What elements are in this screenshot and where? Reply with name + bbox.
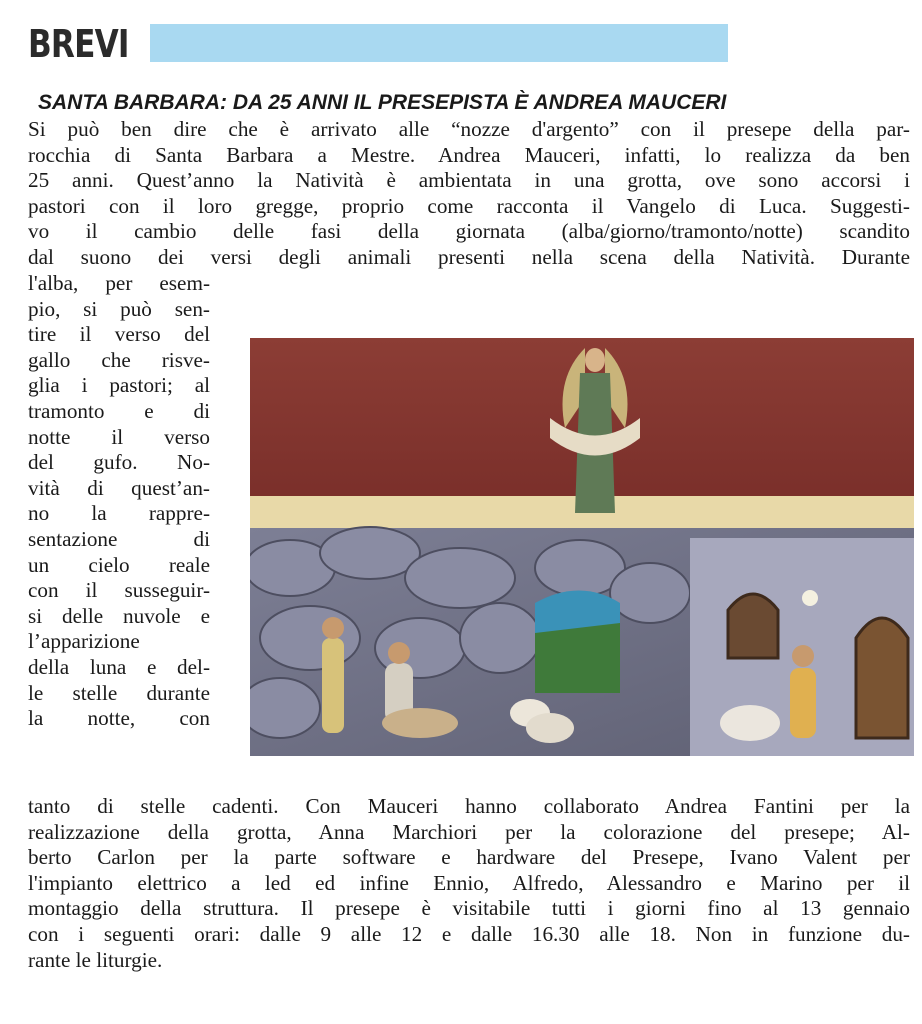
text-line: tire il verso del — [28, 322, 210, 347]
text-line: tramonto e di — [28, 398, 210, 423]
text-line: pastori con il loro gregge, proprio come racconta il Vangelo di Luca. Suggesti- — [28, 193, 910, 218]
text-line: la notte, con — [28, 706, 210, 731]
text-line: del gufo. No- — [28, 450, 210, 475]
section-header — [28, 20, 728, 68]
nativity-photo — [250, 338, 914, 756]
text-line: glia i pastori; al — [28, 373, 210, 398]
text-line: si delle nuvole e — [28, 603, 210, 628]
text-line: vo il cambio delle fasi della giornata (alba/giorno/tramonto/notte) scandito — [28, 219, 910, 244]
article-closing-paragraph — [28, 794, 910, 973]
text-line: gallo che risve- — [28, 347, 210, 372]
text-line: tanto di stelle cadenti. Con Mauceri hanno collaborato Andrea Fantini per la — [28, 794, 910, 818]
text-line: le stelle durante — [28, 680, 210, 705]
text-line: l'impianto elettrico a led ed infine Ennio, Alfredo, Alessandro e Marino per il — [28, 870, 910, 895]
text-line: rocchia di Santa Barbara a Mestre. Andrea Mauceri, infatti, lo realizza da ben — [28, 142, 910, 167]
section-label: BREVI — [28, 22, 129, 66]
text-line: Si può ben dire che è arrivato alle “nozze d'argento” con il presepe della par- — [28, 117, 910, 141]
text-line: dal suono dei versi degli animali presenti nella scena della Natività. Durante — [28, 244, 910, 269]
text-line: della luna e del- — [28, 654, 210, 679]
text-line: 25 anni. Quest’anno la Natività è ambientata in una grotta, ove sono accorsi i — [28, 168, 910, 193]
article-intro-paragraph — [28, 117, 910, 271]
text-line: pio, si può sen- — [28, 296, 210, 321]
article-headline: SANTA BARBARA: DA 25 ANNI IL PRESEPISTA È ANDREA MAUCERI — [38, 91, 727, 114]
text-line: rante le liturgie. — [28, 947, 163, 972]
text-line: realizzazione della grotta, Anna Marchiori per la colorazione del presepe; Al- — [28, 819, 910, 844]
text-line: berto Carlon per la parte software e hardware del Presepe, Ivano Valent per — [28, 845, 910, 870]
header-color-bar — [150, 24, 728, 62]
text-line: montaggio della struttura. Il presepe è visitabile tutti i giorni fino al 13 gennaio — [28, 896, 910, 921]
text-line: con i seguenti orari: dalle 9 alle 12 e dalle 16.30 alle 18. Non in funzione du- — [28, 921, 910, 946]
text-line: vità di quest’an- — [28, 475, 210, 500]
text-line: un cielo reale — [28, 552, 210, 577]
text-line: no la rappre- — [28, 501, 210, 526]
text-line: l’apparizione — [28, 629, 140, 654]
text-line: sentazione di — [28, 526, 210, 551]
text-line: con il susseguir- — [28, 578, 210, 603]
text-line: notte il verso — [28, 424, 210, 449]
text-line: l'alba, per esem- — [28, 271, 210, 295]
article-side-column — [28, 271, 210, 732]
